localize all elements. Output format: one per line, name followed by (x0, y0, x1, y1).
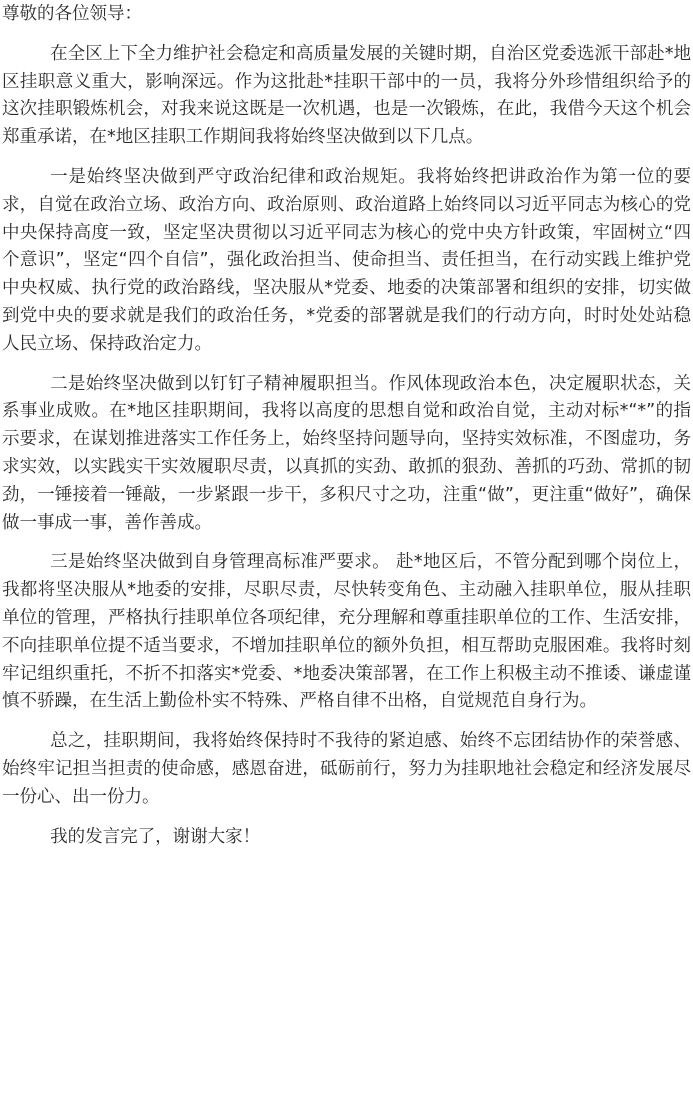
paragraph-opening: 在全区上下全力维护社会稳定和高质量发展的关键时期，自治区党委选派干部赴*地区挂职意义重大，影响深远。作为这批赴*挂职干部中的一员，我将分外珍惜组织给予的这次挂职锻炼机会，对我来说这既是一次机遇，也是一次锻炼，在此，我借今天这个机会郑重承诺，在*地区挂职工作期间我将始终坚决做到以下几点。 (2, 43, 691, 148)
paragraph-point-two: 二是始终坚决做到以钉钉子精神履职担当。作风体现政治本色，决定履职状态，关系事业成败。在*地区挂职期间，我将以高度的思想自觉和政治自觉，主动对标*“*”的指示要求，在谋划推进落实工作任务上，始终坚持问题导向，坚持实效标准，不图虚功，务求实效，以实践实干实效履职尽责，以真抓的实劲、敢抓的狠劲、善抓的巧劲、常抓的韧劲，一锤接着一锤敲，一步紧跟一步干，多积尺寸之功，注重“做”，更注重“做好”，确保做一事成一事，善作善成。 (2, 373, 691, 533)
paragraph-point-three: 三是始终坚决做到自身管理高标准严要求。 赴*地区后，不管分配到哪个岗位上，我都将坚决服从*地委的安排，尽职尽责，尽快转变角色、主动融入挂职单位，服从挂职单位的管理，严格执行挂职单位各项纪律，充分理解和尊重挂职单位的工作、生活安排，不向挂职单位提不适当要求，不增加挂职单位的额外负担，相互帮助克服困难。我将时刻牢记组织重托，不折不扣落实*党委、*地委决策部署，在工作上积极主动不推诿、谦虚谨慎不骄躁，在生活上勤俭朴实不特殊、严格自律不出格，自觉规范自身行为。 (2, 552, 691, 712)
salutation: 尊敬的各位领导： (2, 4, 142, 24)
paragraph-closing: 我的发言完了，谢谢大家！ (50, 826, 261, 847)
paragraph-point-one: 一是始终坚决做到严守政治纪律和政治规矩。我将始终把讲政治作为第一位的要求，自觉在政治立场、政治方向、政治原则、政治道路上始终同以习近平同志为核心的党中央保持高度一致，坚定坚决贯彻以习近平同志为核心的党中央方针政策，牢固树立“四个意识”，坚定“四个自信”，强化政治担当、使命担当、责任担当，在行动实践上维护党中央权威、执行党的政治路线，坚决服从*党委、地委的决策部署和组织的安排，切实做到党中央的要求就是我们的政治任务，*党委的部署就是我们的行动方向，时时处处站稳人民立场、保持政治定力。 (2, 166, 691, 354)
paragraph-conclusion: 总之，挂职期间，我将始终保持时不我待的紧迫感、始终不忘团结协作的荣誉感、始终牢记担当担责的使命感，感恩奋进，砥砺前行，努力为挂职地社会稳定和经济发展尽一份心、出一份力。 (2, 731, 691, 807)
